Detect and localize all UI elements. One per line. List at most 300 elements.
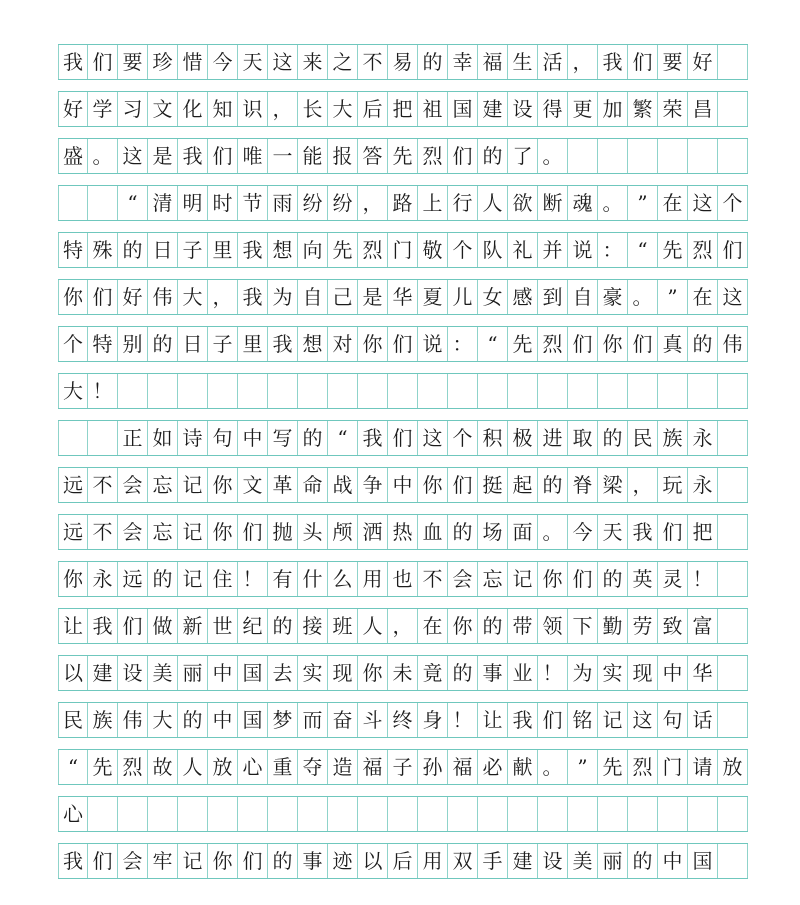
grid-cell: 自 (298, 280, 328, 314)
grid-cell: 你 (208, 515, 238, 549)
grid-cell (148, 374, 178, 408)
grid-cell: 是 (148, 139, 178, 173)
grid-cell: 们 (388, 421, 418, 455)
grid-cell: ！ (448, 703, 478, 737)
grid-cell: 盛 (58, 139, 88, 173)
grid-cell: 福 (478, 45, 508, 79)
grid-cell: 里 (208, 233, 238, 267)
grid-cell: 洒 (358, 515, 388, 549)
grid-cell (658, 797, 688, 831)
grid-cell: “ (628, 233, 658, 267)
grid-cell: “ (478, 327, 508, 361)
grid-cell: 先 (508, 327, 538, 361)
grid-cell: 说 (568, 233, 598, 267)
grid-cell: 不 (88, 515, 118, 549)
grid-cell: 活 (538, 45, 568, 79)
grid-cell: 你 (58, 280, 88, 314)
grid-cell: 美 (568, 844, 598, 878)
grid-cell: 节 (238, 186, 268, 220)
grid-cell (238, 374, 268, 408)
text-line (58, 796, 748, 832)
grid-cell: 繁 (628, 92, 658, 126)
text-line (58, 749, 748, 785)
text-line (58, 702, 748, 738)
grid-cell: 建 (508, 844, 538, 878)
grid-cell: 事 (478, 656, 508, 690)
grid-cell: 设 (538, 844, 568, 878)
text-line (58, 655, 748, 691)
grid-cell: 们 (238, 844, 268, 878)
grid-cell: 子 (388, 750, 418, 784)
grid-cell: 为 (568, 656, 598, 690)
text-line (58, 91, 748, 127)
grid-cell: 殊 (88, 233, 118, 267)
grid-cell: 劳 (628, 609, 658, 643)
grid-cell: 先 (658, 233, 688, 267)
grid-cell: 现 (628, 656, 658, 690)
grid-cell: 的 (598, 562, 628, 596)
grid-cell: 句 (658, 703, 688, 737)
grid-cell: 烈 (418, 139, 448, 173)
grid-cell (688, 139, 718, 173)
grid-cell: 脊 (568, 468, 598, 502)
grid-cell: 幸 (448, 45, 478, 79)
grid-cell: ， (268, 92, 298, 126)
grid-cell: 记 (178, 468, 208, 502)
grid-cell: 么 (328, 562, 358, 596)
grid-cell: 荣 (658, 92, 688, 126)
grid-cell: 这 (628, 703, 658, 737)
grid-cell: “ (118, 186, 148, 220)
grid-cell: 伟 (118, 703, 148, 737)
grid-cell: 中 (238, 421, 268, 455)
grid-cell: 大 (58, 374, 88, 408)
grid-cell (718, 515, 748, 549)
grid-cell: 们 (628, 327, 658, 361)
grid-cell: 的 (178, 703, 208, 737)
grid-cell: 别 (118, 327, 148, 361)
grid-cell: 里 (238, 327, 268, 361)
grid-paper (58, 44, 748, 904)
grid-cell: 造 (328, 750, 358, 784)
text-line (58, 608, 748, 644)
grid-cell (178, 797, 208, 831)
grid-cell (388, 797, 418, 831)
grid-cell: ， (208, 280, 238, 314)
grid-cell: 铭 (568, 703, 598, 737)
grid-cell: 致 (658, 609, 688, 643)
grid-cell: 你 (418, 468, 448, 502)
grid-cell: 日 (178, 327, 208, 361)
text-line (58, 232, 748, 268)
grid-cell: 感 (508, 280, 538, 314)
grid-cell: 面 (508, 515, 538, 549)
grid-cell: 我 (88, 609, 118, 643)
grid-cell: 英 (628, 562, 658, 596)
grid-cell: 丽 (178, 656, 208, 690)
grid-cell: 记 (598, 703, 628, 737)
grid-cell: 记 (178, 844, 208, 878)
grid-cell (538, 797, 568, 831)
text-line (58, 514, 748, 550)
grid-cell: 天 (598, 515, 628, 549)
grid-cell: 昌 (688, 92, 718, 126)
grid-cell: 以 (358, 844, 388, 878)
grid-cell: 个 (718, 186, 748, 220)
grid-cell: 夏 (418, 280, 448, 314)
grid-cell: 记 (178, 515, 208, 549)
text-line (58, 44, 748, 80)
grid-cell: 我 (178, 139, 208, 173)
grid-cell: ， (358, 186, 388, 220)
grid-cell: 用 (418, 844, 448, 878)
grid-cell: 对 (328, 327, 358, 361)
grid-cell: 的 (298, 421, 328, 455)
grid-cell: 我 (508, 703, 538, 737)
grid-cell: 国 (238, 656, 268, 690)
grid-cell: 们 (88, 280, 118, 314)
grid-cell (208, 797, 238, 831)
grid-cell: 挺 (478, 468, 508, 502)
grid-cell: 自 (568, 280, 598, 314)
grid-cell: 故 (148, 750, 178, 784)
grid-cell: 这 (718, 280, 748, 314)
grid-cell (298, 374, 328, 408)
grid-cell: 并 (538, 233, 568, 267)
grid-cell: 的 (448, 656, 478, 690)
grid-cell: 会 (118, 844, 148, 878)
grid-cell: 化 (178, 92, 208, 126)
grid-cell: 你 (208, 844, 238, 878)
grid-cell: 唯 (238, 139, 268, 173)
grid-cell: 大 (148, 703, 178, 737)
grid-cell: 革 (268, 468, 298, 502)
grid-cell: 这 (418, 421, 448, 455)
grid-cell (88, 186, 118, 220)
grid-cell (508, 797, 538, 831)
grid-cell: 正 (118, 421, 148, 455)
grid-cell: 。 (538, 139, 568, 173)
grid-cell (718, 703, 748, 737)
grid-cell: 烈 (118, 750, 148, 784)
grid-cell: 先 (328, 233, 358, 267)
grid-cell: 永 (688, 468, 718, 502)
grid-cell: 重 (268, 750, 298, 784)
grid-cell: ！ (538, 656, 568, 690)
grid-cell (358, 374, 388, 408)
grid-cell: 们 (88, 45, 118, 79)
grid-cell (268, 374, 298, 408)
grid-cell: 忘 (148, 468, 178, 502)
grid-cell (688, 797, 718, 831)
grid-cell: 人 (358, 609, 388, 643)
grid-cell: 积 (478, 421, 508, 455)
grid-cell: 争 (358, 468, 388, 502)
grid-cell: 纪 (238, 609, 268, 643)
grid-cell: 特 (88, 327, 118, 361)
grid-cell: ， (628, 468, 658, 502)
grid-cell (328, 374, 358, 408)
grid-cell: 我 (628, 515, 658, 549)
grid-cell: 国 (688, 844, 718, 878)
grid-cell: 们 (628, 45, 658, 79)
grid-cell (718, 139, 748, 173)
grid-cell: 的 (688, 327, 718, 361)
grid-cell: 来 (298, 45, 328, 79)
grid-cell: 惜 (178, 45, 208, 79)
grid-cell: 女 (478, 280, 508, 314)
grid-cell: 门 (388, 233, 418, 267)
grid-cell: 清 (148, 186, 178, 220)
grid-cell: 双 (448, 844, 478, 878)
grid-cell: 大 (328, 92, 358, 126)
grid-cell: 魂 (568, 186, 598, 220)
grid-cell (148, 797, 178, 831)
grid-cell: 今 (568, 515, 598, 549)
grid-cell: 的 (148, 562, 178, 596)
grid-cell: 建 (88, 656, 118, 690)
grid-cell: 队 (478, 233, 508, 267)
grid-cell (718, 374, 748, 408)
grid-cell (718, 421, 748, 455)
grid-cell: 想 (268, 233, 298, 267)
grid-cell: 得 (538, 92, 568, 126)
grid-cell: 学 (88, 92, 118, 126)
grid-cell (58, 421, 88, 455)
grid-cell: 国 (448, 92, 478, 126)
grid-cell: 你 (448, 609, 478, 643)
grid-cell: 会 (118, 468, 148, 502)
grid-cell: 特 (58, 233, 88, 267)
grid-cell (628, 139, 658, 173)
grid-cell: 福 (358, 750, 388, 784)
grid-cell: 是 (358, 280, 388, 314)
grid-cell: 烈 (628, 750, 658, 784)
grid-cell (448, 797, 478, 831)
grid-cell: 国 (238, 703, 268, 737)
grid-cell: 行 (448, 186, 478, 220)
grid-cell: 献 (508, 750, 538, 784)
grid-cell: 的 (148, 327, 178, 361)
grid-cell: 奋 (328, 703, 358, 737)
grid-cell: 勤 (598, 609, 628, 643)
grid-cell: 要 (118, 45, 148, 79)
grid-cell: 这 (268, 45, 298, 79)
grid-cell: 现 (328, 656, 358, 690)
grid-cell: 话 (688, 703, 718, 737)
grid-cell (598, 374, 628, 408)
grid-cell: 这 (688, 186, 718, 220)
grid-cell (178, 374, 208, 408)
grid-cell: 们 (88, 844, 118, 878)
grid-cell (538, 374, 568, 408)
grid-cell: 生 (508, 45, 538, 79)
grid-cell (478, 374, 508, 408)
grid-cell (118, 374, 148, 408)
grid-cell: 的 (598, 421, 628, 455)
grid-cell (718, 844, 748, 878)
grid-cell: 后 (358, 92, 388, 126)
grid-cell: 心 (238, 750, 268, 784)
grid-cell (718, 797, 748, 831)
grid-cell: 不 (418, 562, 448, 596)
grid-cell: ， (568, 45, 598, 79)
grid-cell (328, 797, 358, 831)
grid-cell: 永 (88, 562, 118, 596)
grid-cell: 为 (268, 280, 298, 314)
grid-cell: 极 (508, 421, 538, 455)
grid-cell: 。 (628, 280, 658, 314)
grid-cell: 长 (298, 92, 328, 126)
grid-cell: 的 (628, 844, 658, 878)
grid-cell: 敬 (418, 233, 448, 267)
grid-cell: ： (598, 233, 628, 267)
grid-cell: 战 (328, 468, 358, 502)
grid-cell (568, 374, 598, 408)
grid-cell: 不 (88, 468, 118, 502)
grid-cell: 门 (658, 750, 688, 784)
grid-cell: 中 (388, 468, 418, 502)
grid-cell (508, 374, 538, 408)
grid-cell: 抛 (268, 515, 298, 549)
grid-cell: 这 (118, 139, 148, 173)
grid-cell: 珍 (148, 45, 178, 79)
grid-cell: 日 (148, 233, 178, 267)
grid-cell: 祖 (418, 92, 448, 126)
grid-cell: 福 (448, 750, 478, 784)
grid-cell (88, 797, 118, 831)
grid-cell (478, 797, 508, 831)
grid-cell: 大 (178, 280, 208, 314)
grid-cell: 己 (328, 280, 358, 314)
grid-cell: 我 (238, 233, 268, 267)
grid-cell: 中 (208, 703, 238, 737)
text-line (58, 279, 748, 315)
grid-cell: 先 (388, 139, 418, 173)
grid-cell: 到 (538, 280, 568, 314)
grid-cell: 牢 (148, 844, 178, 878)
grid-cell: 我 (58, 844, 88, 878)
grid-cell: 们 (718, 233, 748, 267)
grid-cell: 族 (658, 421, 688, 455)
grid-cell: 真 (658, 327, 688, 361)
grid-cell: 断 (538, 186, 568, 220)
grid-cell: 玩 (658, 468, 688, 502)
grid-cell: 会 (118, 515, 148, 549)
grid-cell: 你 (58, 562, 88, 596)
grid-cell: 们 (568, 327, 598, 361)
grid-cell: 好 (688, 45, 718, 79)
grid-cell: 我 (238, 280, 268, 314)
grid-cell: 中 (658, 844, 688, 878)
grid-cell (718, 656, 748, 690)
grid-cell: 接 (298, 609, 328, 643)
grid-cell: 请 (688, 750, 718, 784)
text-line (58, 185, 748, 221)
grid-cell: 民 (628, 421, 658, 455)
grid-cell: 写 (268, 421, 298, 455)
grid-cell (718, 562, 748, 596)
grid-cell: 你 (598, 327, 628, 361)
grid-cell: 忘 (148, 515, 178, 549)
grid-cell: 我 (598, 45, 628, 79)
grid-cell: 天 (238, 45, 268, 79)
grid-cell: ” (658, 280, 688, 314)
grid-cell (238, 797, 268, 831)
grid-cell: 民 (58, 703, 88, 737)
grid-cell: 做 (148, 609, 178, 643)
grid-cell: 手 (478, 844, 508, 878)
grid-cell: 热 (388, 515, 418, 549)
grid-cell: 们 (238, 515, 268, 549)
grid-cell: 头 (298, 515, 328, 549)
grid-cell: 也 (388, 562, 418, 596)
grid-cell (418, 797, 448, 831)
grid-cell: 你 (538, 562, 568, 596)
grid-cell: 在 (658, 186, 688, 220)
grid-cell: 。 (598, 186, 628, 220)
grid-cell: 说 (418, 327, 448, 361)
grid-cell: 明 (178, 186, 208, 220)
grid-cell: 实 (298, 656, 328, 690)
grid-cell: 梁 (598, 468, 628, 502)
grid-cell: 今 (208, 45, 238, 79)
grid-cell: 远 (58, 468, 88, 502)
grid-cell: 业 (508, 656, 538, 690)
grid-cell: 起 (508, 468, 538, 502)
grid-cell: 一 (268, 139, 298, 173)
grid-cell: ： (448, 327, 478, 361)
grid-cell: 烈 (538, 327, 568, 361)
grid-cell (358, 797, 388, 831)
grid-cell: ！ (238, 562, 268, 596)
grid-cell: 。 (538, 750, 568, 784)
grid-cell: “ (58, 750, 88, 784)
grid-cell: 们 (118, 609, 148, 643)
grid-cell: 华 (688, 656, 718, 690)
grid-cell: 美 (148, 656, 178, 690)
grid-cell: 的 (538, 468, 568, 502)
grid-cell: 斗 (358, 703, 388, 737)
text-line (58, 843, 748, 879)
grid-cell: 颅 (328, 515, 358, 549)
grid-cell: 人 (478, 186, 508, 220)
grid-cell: 的 (418, 45, 448, 79)
grid-cell: 世 (208, 609, 238, 643)
grid-cell: 什 (298, 562, 328, 596)
grid-cell: 知 (208, 92, 238, 126)
grid-cell: 的 (268, 609, 298, 643)
grid-cell: 文 (238, 468, 268, 502)
grid-cell: 了 (508, 139, 538, 173)
grid-cell: 好 (118, 280, 148, 314)
grid-cell: 去 (268, 656, 298, 690)
grid-cell (118, 797, 148, 831)
grid-cell (388, 374, 418, 408)
grid-cell: 易 (388, 45, 418, 79)
grid-cell: 个 (58, 327, 88, 361)
grid-cell: ！ (688, 562, 718, 596)
grid-cell: 远 (58, 515, 88, 549)
grid-cell: 加 (598, 92, 628, 126)
grid-cell: 之 (328, 45, 358, 79)
grid-cell: 。 (88, 139, 118, 173)
grid-cell: 华 (388, 280, 418, 314)
grid-cell: 烈 (688, 233, 718, 267)
grid-cell: 们 (568, 562, 598, 596)
grid-cell: 个 (448, 421, 478, 455)
grid-cell: 豪 (598, 280, 628, 314)
